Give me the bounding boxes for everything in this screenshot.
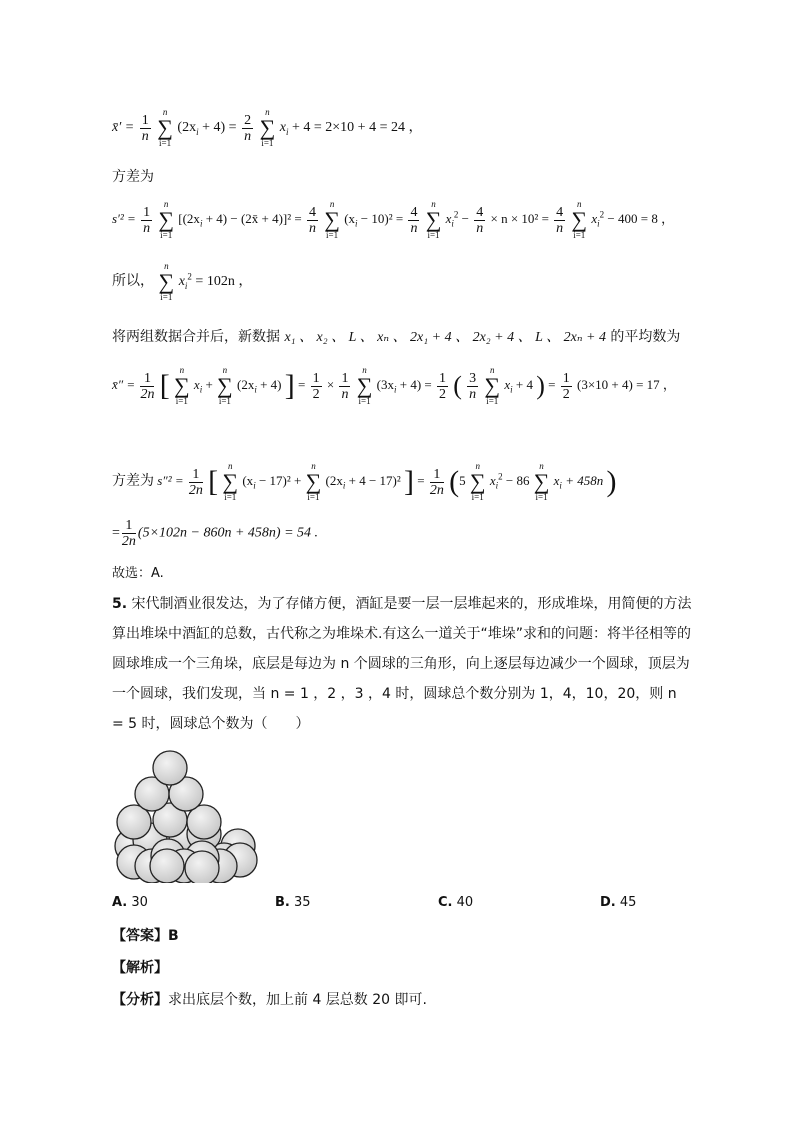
equation-sum-squares: 所以， n ∑ i=1 $x_i^2 = 102n$ ， [112, 261, 253, 302]
merge-description: 将两组数据合并后，新数据 x₁ 、 x₂ 、 L 、 xₙ 、 2x₁ + 4 、 2x₂ + 4 、 L 、 2xₙ + 4 的平均数为 [112, 329, 681, 345]
eq1-fraction-1-over-n: $\frac{1}{n}$ [141, 112, 149, 144]
analysis-text: 求出底层个数，加上前 4 层总数 20 即可. [168, 992, 427, 1008]
answer-line [112, 925, 179, 945]
answer-value: B [168, 928, 179, 944]
equation-variance-result: = $\frac{1}{2n}$ (5×102n − 860n + 458n) = 54 . [112, 518, 319, 549]
sphere-pile-figure [112, 748, 262, 883]
equation-mean-combined: x̄″ = $\frac{1}{2n}$ [ n ∑ i=1 $x_i$ + n ∑ i=1 $(2x_i + 4)$ ] = $\frac{1}{2}$ × $\frac{1}{n}$ n ∑ i=1 $(3x_i + 4)$ = $\frac{1}{2}$ ( $\frac{3}{n}$ n ∑ i=1 $x_i + 4$ ) = $\frac{1}{2}$ (3×10 + 4) = 17 ， [112, 365, 676, 406]
answer-label: 【答案】 [112, 928, 168, 944]
analysis-line [112, 989, 427, 1009]
analysis-sub-label: 【分析】 [112, 992, 168, 1008]
sum-symbol: n ∑ i=1 [157, 107, 173, 148]
sphere [150, 849, 184, 883]
equation-mean-new: x̄′ = $\frac{1}{n}$ n ∑ i=1 $(2x_i + 4)$ = $\frac{2}{n}$ n ∑ i=1 $x_i + 4 = 2\times 10 + 4 = 24$ ， [112, 107, 423, 148]
option-d[interactable]: D. 45 [600, 895, 637, 910]
equation-variance-combined: 方差为 s″² = $\frac{1}{2n}$ [ n ∑ i=1 $(x_i - 17)^2$ + n ∑ i=1 $(2x_i + 4 - 17)^2$ ] = $\frac{1}{2n}$ (5 n ∑ i=1 $x_i^2 - 86$ n ∑ i=1 $x_i + 458n$ ) [112, 461, 617, 502]
question-number: 5. [112, 596, 128, 612]
option-b[interactable]: B. 35 [275, 895, 311, 910]
eq1-fraction-2-over-n: $\frac{2}{n}$ [244, 112, 252, 144]
question-5 [112, 589, 692, 739]
sum-symbol: n ∑ i=1 [259, 107, 276, 148]
answer-prev-question: 故选：A. [112, 566, 164, 581]
eq1-lhs: x̄′ = [112, 120, 135, 136]
option-a[interactable]: A. 30 [112, 895, 148, 910]
equation-variance-new: s′² = $\frac{1}{n}$ n ∑ i=1 [$(2x_i + 4)$ − (2x̄ + 4)]² = $\frac{4}{n}$ n ∑ i=1 $(x_i - 10)^2$ = $\frac{4}{n}$ n ∑ i=1 $x_i^2$ − $\frac{4}{n}$ × n × 10² = $\frac{4}{n}$ n ∑ i=1 $x_i^2 - 400 = 8$ ， [112, 199, 675, 240]
sphere [185, 851, 219, 883]
question-text: 宋代制酒业很发达，为了存储方便，酒缸是要一层一层堆起来的，形成堆垛，用简便的方法算出堆垛中酒缸的总数，古代称之为堆垛术.有这么一道关于“堆垛”求和的问题：将半径相等的圆球堆成一个三角垛，底层是每边为 n 个圆球的三角形，向上逐层每边减少一个圆球，顶层为一个圆球，我们发现，当 n = 1 ，2 ，3 ，4 时，圆球总个数分别为 1，4，10，20，则 n = 5 时，圆球总个数为（ ） [112, 596, 692, 732]
label-variance-1: 方差为 [112, 169, 154, 185]
option-c[interactable]: C. 40 [438, 895, 474, 910]
analysis-label: 【解析】 [112, 960, 168, 976]
sphere [153, 751, 187, 785]
